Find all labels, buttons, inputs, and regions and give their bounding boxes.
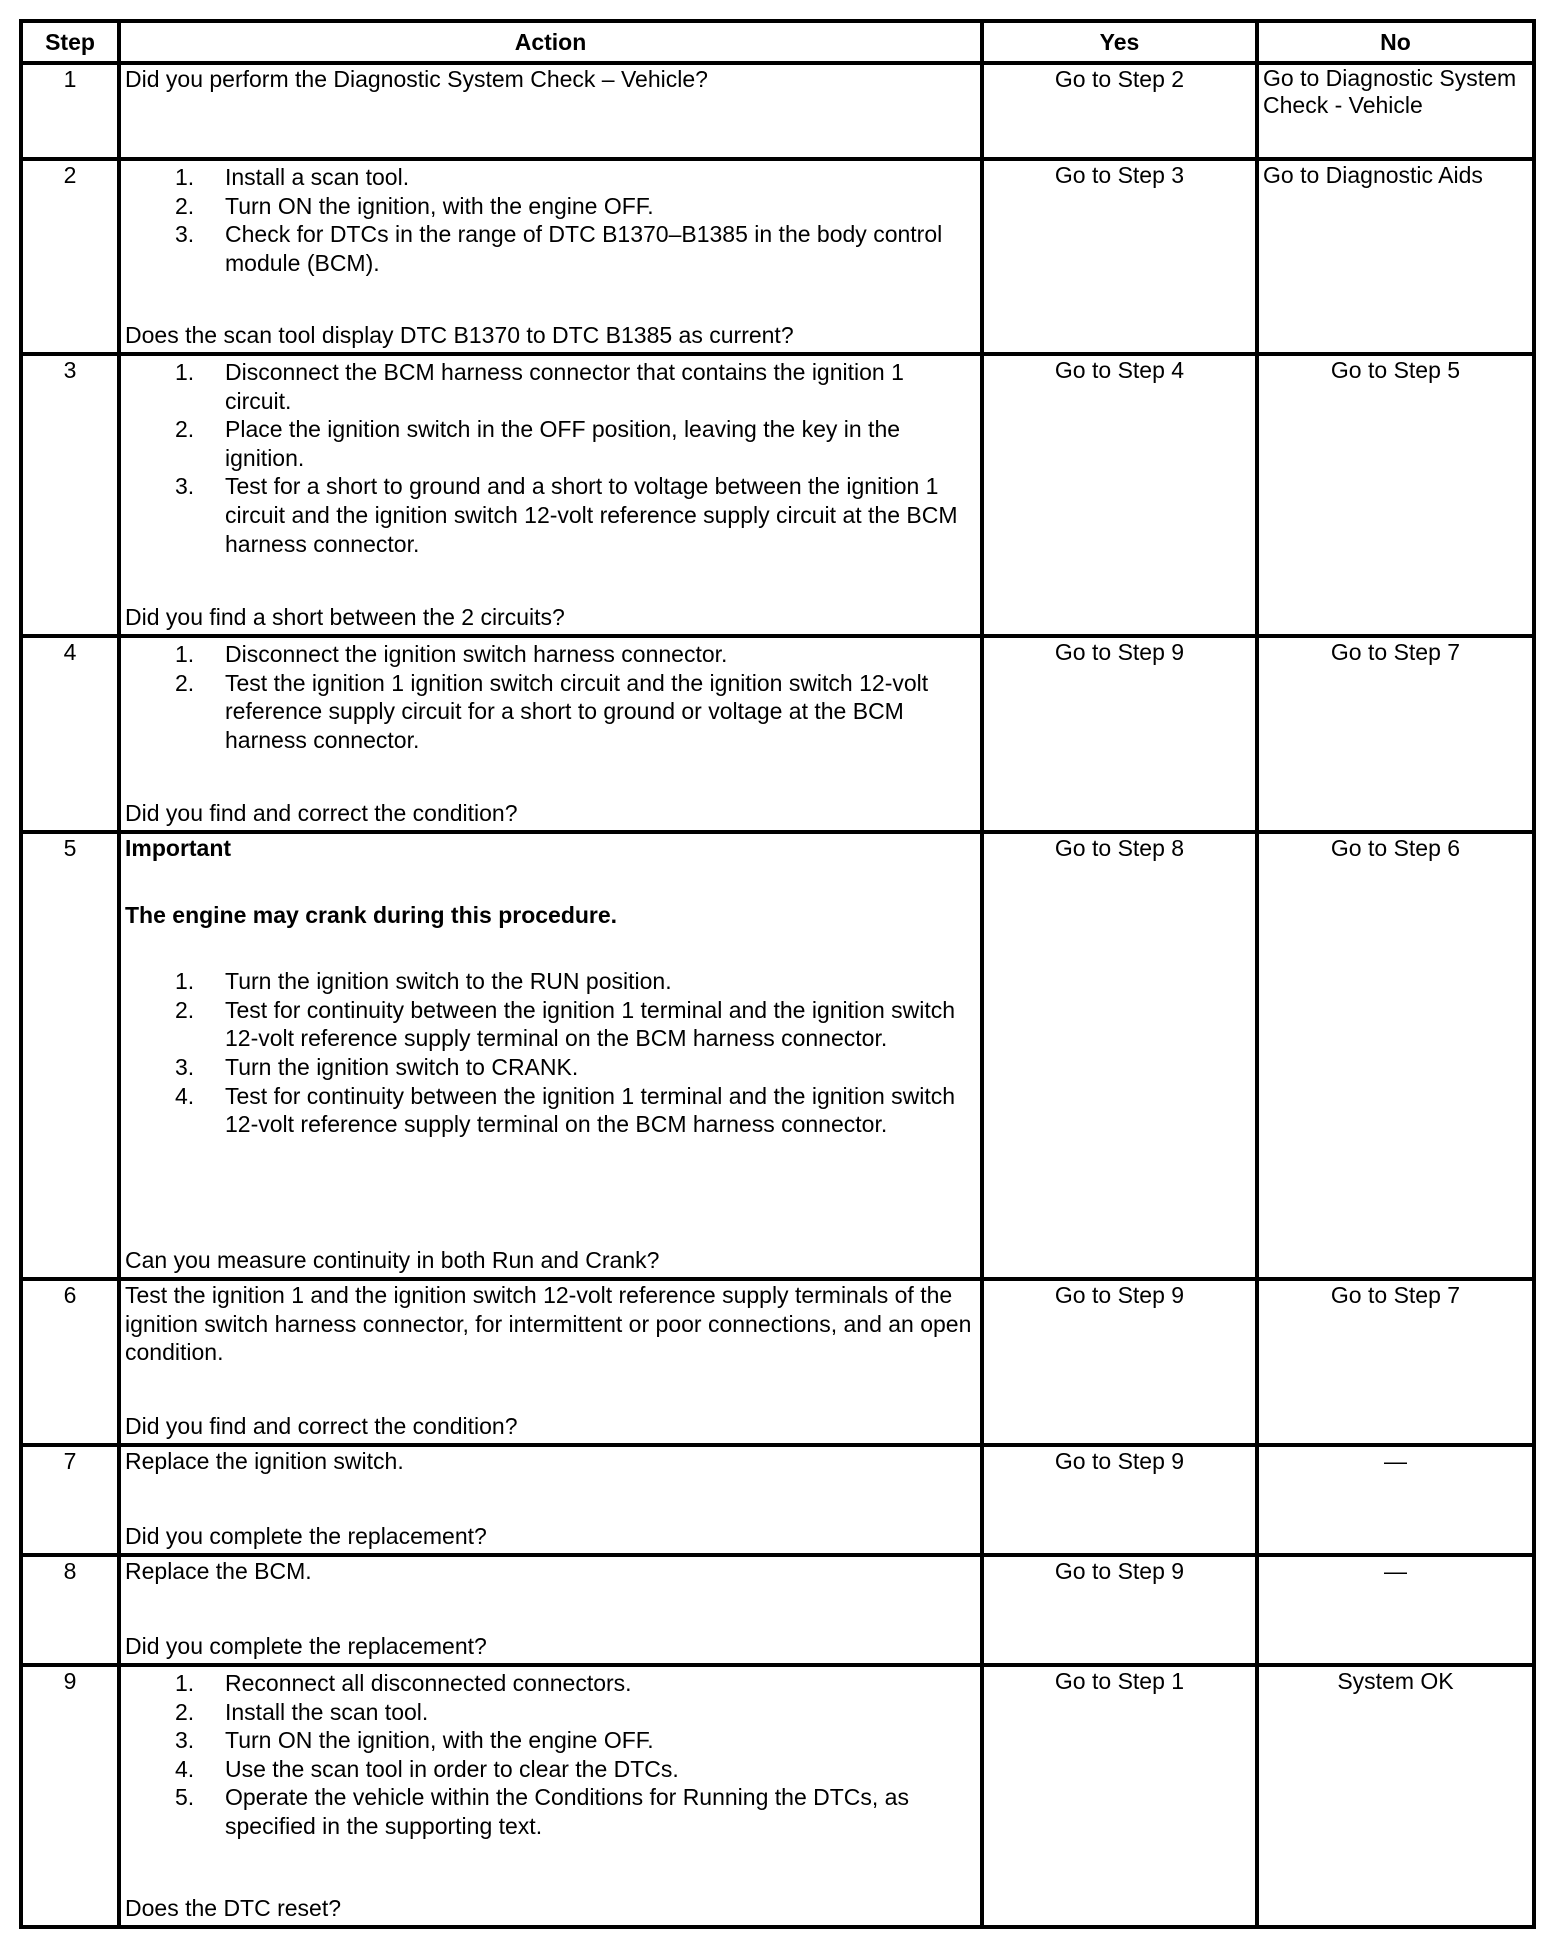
step-number: 5: [21, 832, 119, 1279]
action-text: Test the ignition 1 and the ignition switch 12-volt reference supply terminals of the ignition switch harness connector, for intermittent or poor connections, and an open condition.: [125, 1282, 972, 1366]
no-result: System OK: [1257, 1665, 1534, 1927]
yes-result: Go to Step 1: [982, 1665, 1257, 1927]
instruction-item: 1. Install a scan tool.: [175, 164, 410, 190]
step-number: 6: [21, 1279, 119, 1445]
no-result: Go to Diagnostic System Check - Vehicle: [1257, 63, 1534, 159]
action-question: Does the scan tool display DTC B1370 to DTC B1385 as current?: [125, 322, 794, 349]
action-question: Did you find a short between the 2 circuits?: [125, 604, 565, 631]
header-no: No: [1257, 21, 1534, 63]
yes-result: Go to Step 3: [982, 159, 1257, 354]
instruction-item: 2. Test for continuity between the ignition 1 terminal and the ignition switch 12-volt reference supply terminal on the BCM harness connector.: [175, 996, 956, 1052]
no-result: Go to Step 7: [1257, 636, 1534, 832]
table-body: [21, 63, 1534, 1927]
yes-result: Go to Step 2: [982, 63, 1257, 159]
instruction-item: 3. Check for DTCs in the range of DTC B1370–B1385 in the body control module (BCM).: [175, 221, 943, 276]
table-row: [21, 159, 1534, 354]
no-result: —: [1257, 1445, 1534, 1555]
header-step: Step: [21, 21, 119, 63]
action-text: Did you perform the Diagnostic System Check – Vehicle?: [125, 66, 708, 92]
action-question: Did you complete the replacement?: [125, 1633, 487, 1660]
instruction-list: [125, 640, 976, 754]
action-cell: [119, 1665, 982, 1927]
step-number: 4: [21, 636, 119, 832]
instruction-item: 4. Use the scan tool in order to clear the DTCs.: [175, 1755, 679, 1782]
no-result: —: [1257, 1555, 1534, 1665]
table-row: [21, 63, 1534, 159]
instruction-item: 2. Install the scan tool.: [175, 1698, 429, 1725]
no-result: Go to Step 6: [1257, 832, 1534, 1279]
instruction-item: 2. Place the ignition switch in the OFF position, leaving the key in the ignition.: [175, 416, 901, 471]
instruction-item: 4. Test for continuity between the ignition 1 terminal and the ignition switch 12-volt reference supply terminal on the BCM harness connector.: [175, 1082, 956, 1138]
action-question: Did you find and correct the condition?: [125, 800, 518, 827]
action-cell: [119, 63, 982, 159]
action-text: Replace the ignition switch.: [125, 1448, 404, 1474]
header-action: Action: [119, 21, 982, 63]
instruction-list: [125, 358, 976, 558]
action-cell: [119, 159, 982, 354]
yes-result: Go to Step 4: [982, 354, 1257, 636]
no-result: Go to Step 7: [1257, 1279, 1534, 1445]
instruction-list: [125, 163, 976, 277]
instruction-item: 3. Turn the ignition switch to CRANK.: [175, 1053, 579, 1080]
instruction-list: [125, 967, 976, 1139]
instruction-item: 3. Turn ON the ignition, with the engine OFF.: [175, 1727, 654, 1754]
yes-result: Go to Step 9: [982, 1445, 1257, 1555]
important-note: The engine may crank during this procedure.: [125, 901, 618, 928]
action-cell: [119, 1555, 982, 1665]
instruction-list: [125, 1669, 976, 1841]
step-number: 7: [21, 1445, 119, 1555]
step-number: 2: [21, 159, 119, 354]
action-question: Did you complete the replacement?: [125, 1523, 487, 1550]
header-yes: Yes: [982, 21, 1257, 63]
instruction-item: 1. Disconnect the BCM harness connector that contains the ignition 1 circuit.: [175, 359, 904, 414]
header-row: [21, 21, 1534, 63]
table-row: [21, 1665, 1534, 1927]
step-number: 8: [21, 1555, 119, 1665]
yes-result: Go to Step 9: [982, 1279, 1257, 1445]
yes-result: Go to Step 8: [982, 832, 1257, 1279]
no-result: Go to Diagnostic Aids: [1257, 159, 1534, 354]
action-cell: [119, 354, 982, 636]
step-number: 1: [21, 63, 119, 159]
action-text: Replace the BCM.: [125, 1558, 312, 1584]
action-question: Does the DTC reset?: [125, 1895, 342, 1922]
action-cell: [119, 636, 982, 832]
no-result: Go to Step 5: [1257, 354, 1534, 636]
table-row: [21, 636, 1534, 832]
instruction-item: 1. Turn the ignition switch to the RUN position.: [175, 968, 672, 995]
yes-result: Go to Step 9: [982, 636, 1257, 832]
diagnostic-table: [19, 19, 1536, 1929]
table-row: [21, 1279, 1534, 1445]
instruction-item: 1. Disconnect the ignition switch harness connector.: [175, 641, 728, 667]
action-question: Did you find and correct the condition?: [125, 1413, 518, 1440]
instruction-item: 2. Test the ignition 1 ignition switch circuit and the ignition switch 12-volt reference supply circuit for a short to ground or voltage at the BCM harness connector.: [175, 669, 929, 753]
action-cell: [119, 1445, 982, 1555]
action-cell: [119, 1279, 982, 1445]
important-label: Important: [125, 835, 232, 861]
table-row: [21, 354, 1534, 636]
yes-result: Go to Step 9: [982, 1555, 1257, 1665]
table-row: [21, 1555, 1534, 1665]
instruction-item: 2. Turn ON the ignition, with the engine OFF.: [175, 192, 654, 219]
instruction-item: 3. Test for a short to ground and a short to voltage between the ignition 1 circuit and the ignition switch 12-volt reference supply circuit at the BCM harness connector.: [175, 473, 958, 557]
table-row: [21, 832, 1534, 1279]
instruction-item: 1. Reconnect all disconnected connectors.: [175, 1670, 632, 1696]
instruction-item: 5. Operate the vehicle within the Conditions for Running the DTCs, as specified in the supporting text.: [175, 1784, 909, 1839]
table-row: [21, 1445, 1534, 1555]
step-number: 3: [21, 354, 119, 636]
action-cell: [119, 832, 982, 1279]
step-number: 9: [21, 1665, 119, 1927]
action-question: Can you measure continuity in both Run and Crank?: [125, 1247, 660, 1274]
